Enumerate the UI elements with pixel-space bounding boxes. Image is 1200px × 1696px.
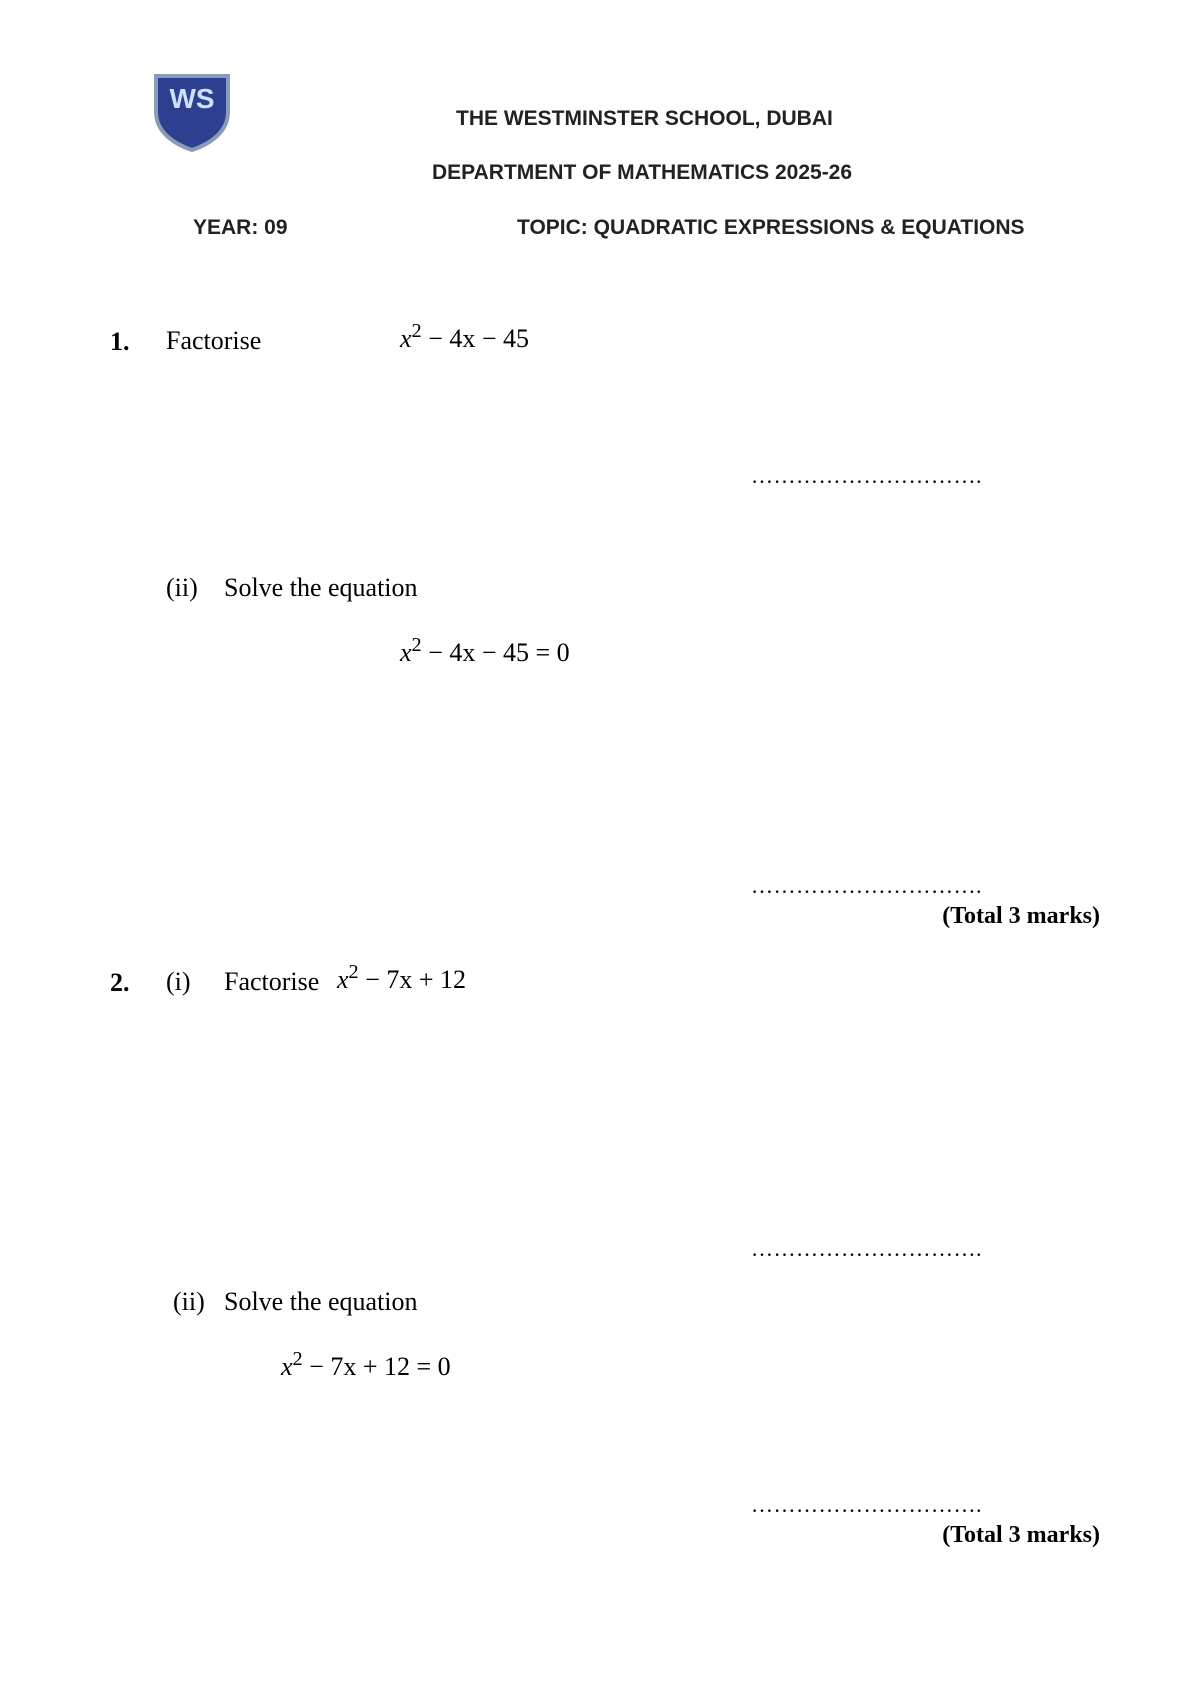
question-1-expression: $x^2 - 4x - 45$ bbox=[400, 319, 530, 353]
shield-icon bbox=[152, 72, 232, 152]
question-1-number: 1. bbox=[110, 327, 130, 356]
question-2-part-i-label: (i) bbox=[166, 967, 191, 996]
question-1-part-ii-instruction: Solve the equation bbox=[224, 573, 418, 602]
logo-text: WS bbox=[169, 83, 215, 114]
department-name: DEPARTMENT OF MATHEMATICS 2025-26 bbox=[432, 161, 853, 184]
question-1-part-ii-answer-line[interactable]: …………………………. bbox=[751, 873, 982, 898]
question-2-equation: $x^2 - 7x + 12 = 0$ bbox=[281, 1347, 451, 1381]
question-2-part-ii-answer-line[interactable]: …………………………. bbox=[751, 1492, 982, 1517]
question-1-part-ii-label: (ii) bbox=[166, 573, 198, 602]
question-2-total-marks: (Total 3 marks) bbox=[942, 1522, 1100, 1548]
question-2-part-ii-instruction: Solve the equation bbox=[224, 1287, 418, 1316]
question-2-number: 2. bbox=[110, 968, 130, 997]
year-label: YEAR: 09 bbox=[193, 216, 288, 239]
school-logo bbox=[152, 72, 232, 152]
question-2-part-i-instruction: Factorise bbox=[224, 967, 320, 996]
question-1-answer-line[interactable]: …………………………. bbox=[751, 463, 982, 488]
question-1-equation: $x^2 - 4x - 45 = 0$ bbox=[400, 633, 570, 667]
question-1-total-marks: (Total 3 marks) bbox=[942, 903, 1100, 929]
school-name: THE WESTMINSTER SCHOOL, DUBAI bbox=[456, 107, 833, 130]
question-2-expression: $x^2 - 7x + 12$ bbox=[337, 960, 467, 994]
question-2-part-ii-label: (ii) bbox=[173, 1287, 205, 1316]
topic-label: TOPIC: QUADRATIC EXPRESSIONS & EQUATIONS bbox=[517, 216, 1025, 239]
question-2-part-i-answer-line[interactable]: …………………………. bbox=[751, 1236, 982, 1261]
question-1-instruction: Factorise bbox=[166, 326, 262, 355]
